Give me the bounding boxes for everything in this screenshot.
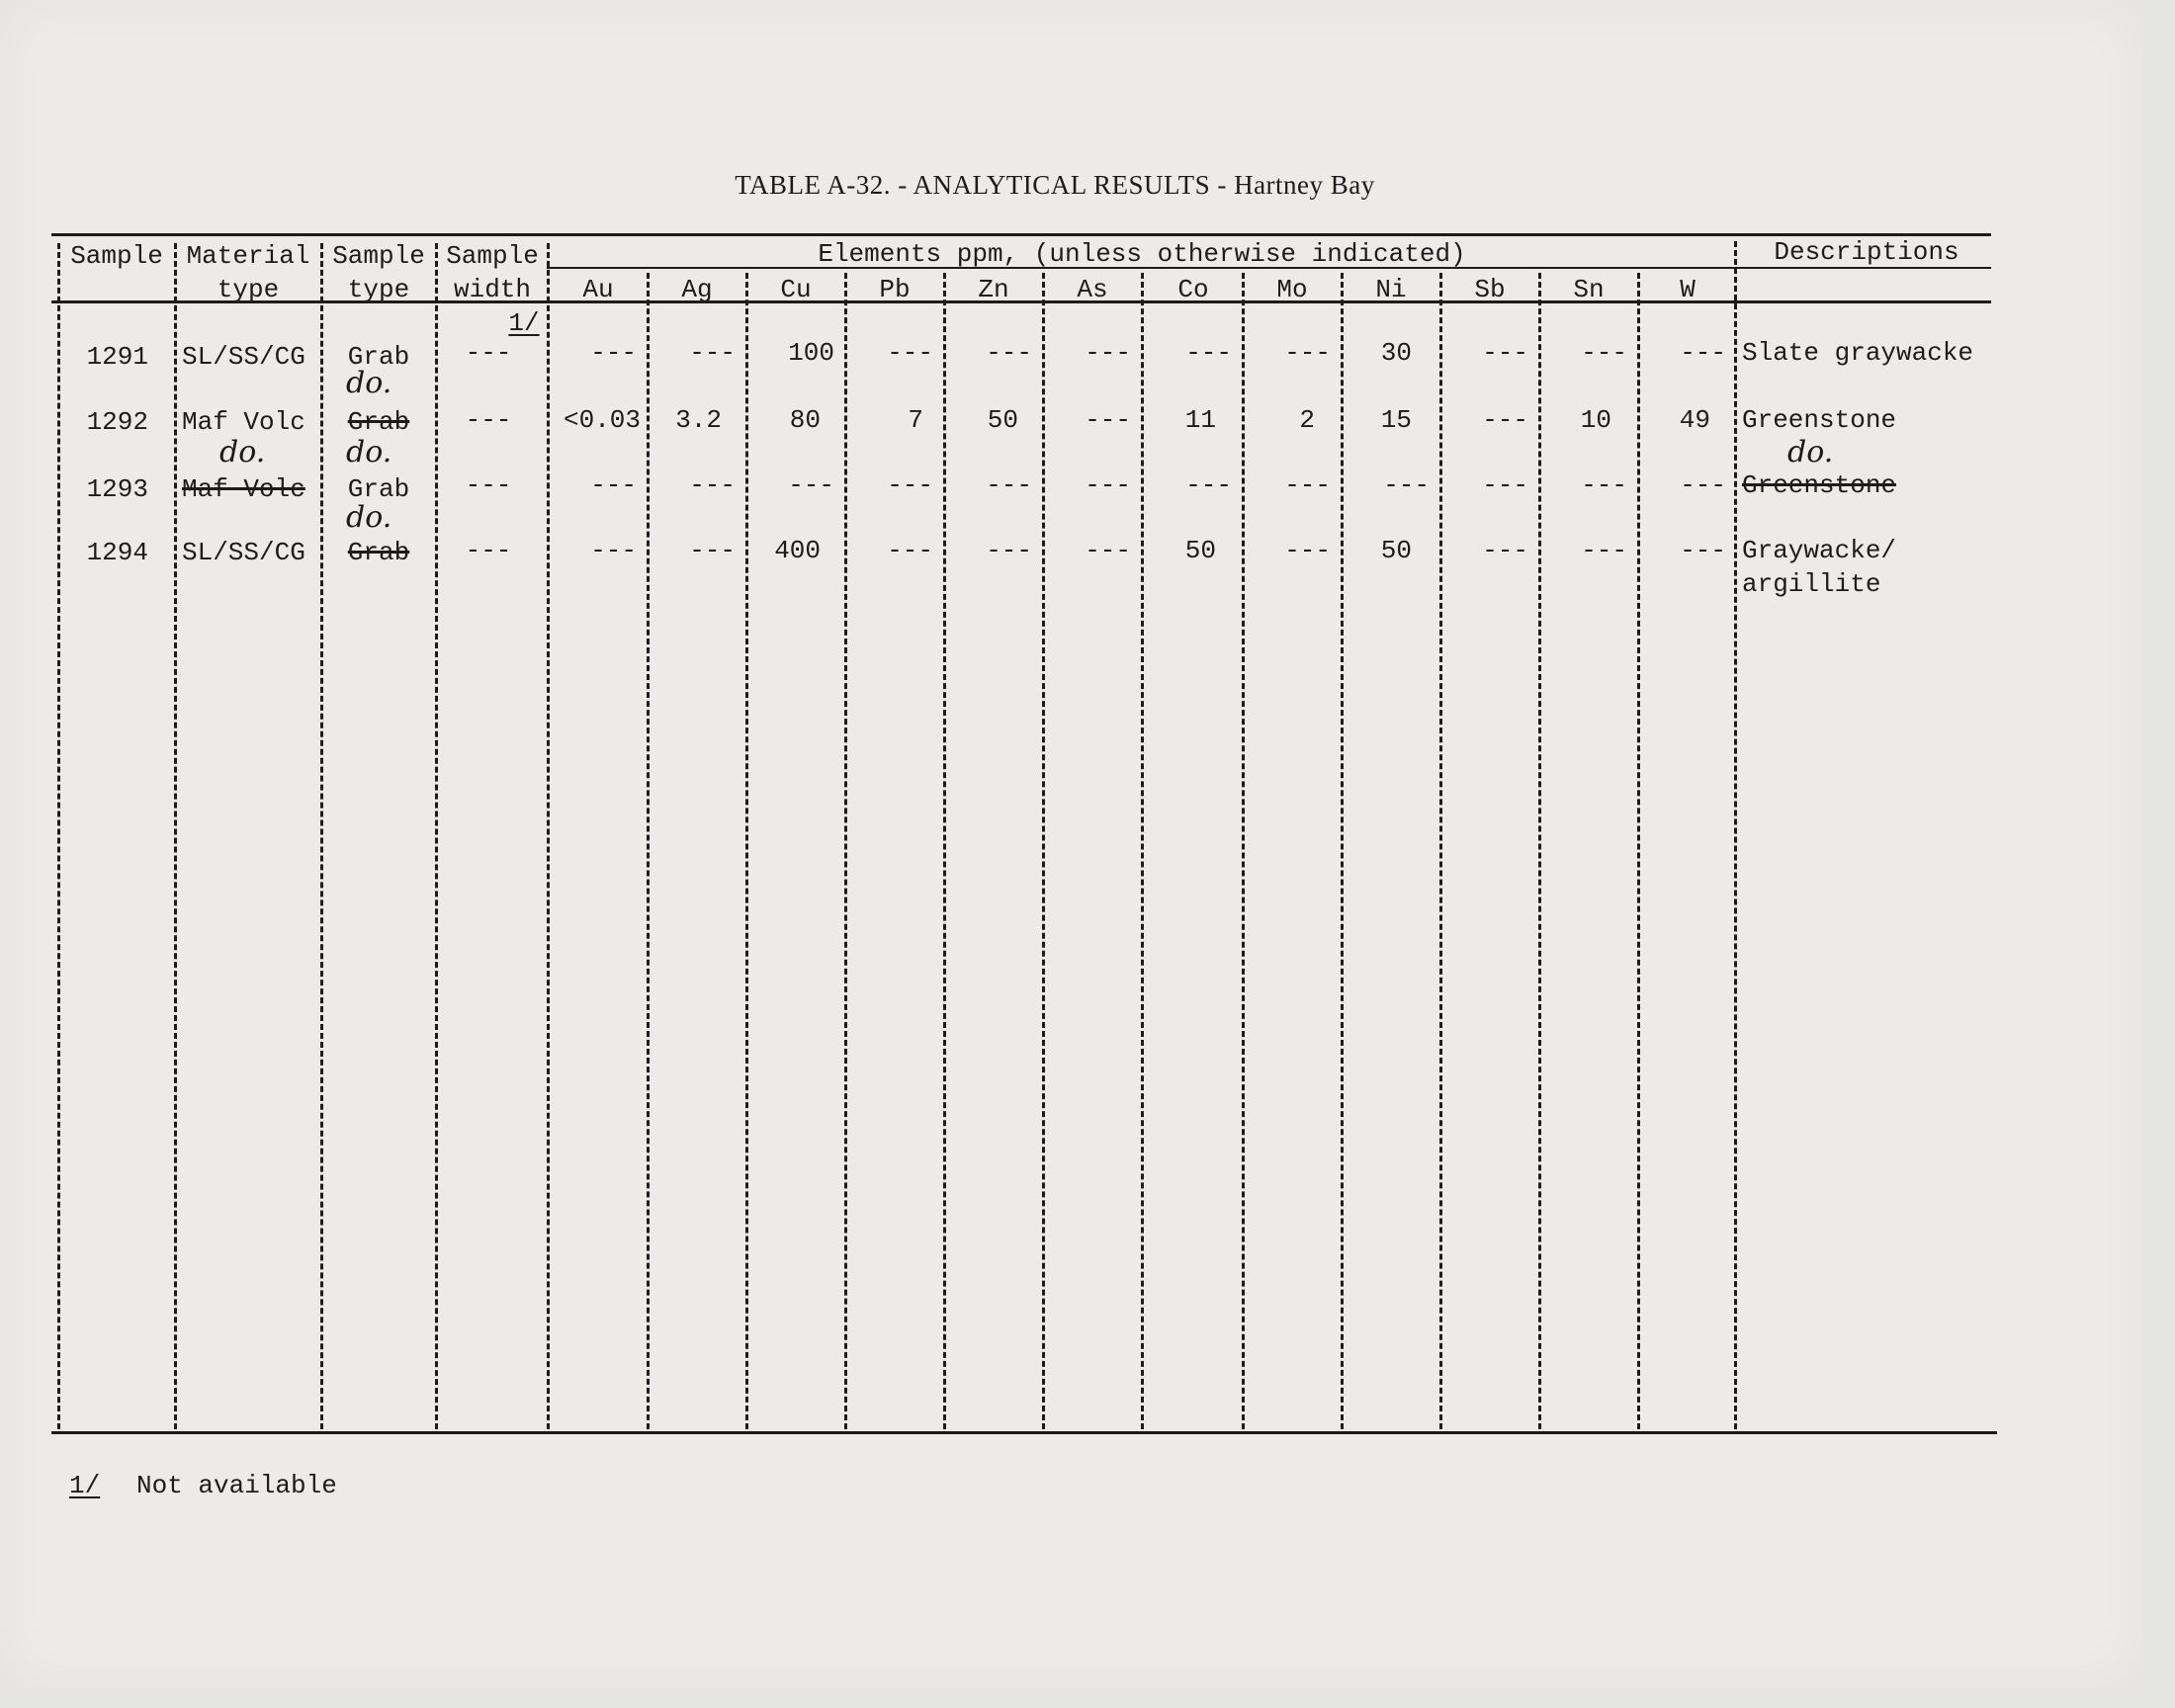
row-1293-cu: ---	[788, 470, 834, 500]
row-1294-material: SL/SS/CG	[182, 538, 305, 567]
row-1292-sample: 1292	[86, 407, 148, 437]
row-1293-ag: ---	[689, 470, 736, 500]
row-1294-ni: 50	[1380, 536, 1412, 565]
header-element-pb: Pb	[879, 275, 911, 304]
row-1294-ag: ---	[689, 536, 736, 565]
header-descriptions: Descriptions	[1774, 237, 1959, 267]
row-1291-co: ---	[1185, 338, 1232, 368]
row-1292-ni: 15	[1380, 405, 1412, 435]
row-1294-w: ---	[1680, 536, 1726, 565]
header-sample: Sample	[70, 241, 163, 271]
width-footnote-marker: 1/	[508, 308, 540, 338]
header-material-type: type	[217, 275, 280, 304]
col-divider-ag-cu	[745, 273, 748, 1429]
row-1292-sn: 10	[1580, 405, 1611, 435]
header-element-co: Co	[1177, 275, 1209, 304]
row-1293-sb: ---	[1482, 470, 1528, 500]
row-1293-w: ---	[1680, 470, 1726, 500]
row-1291-as: ---	[1085, 338, 1131, 368]
row-1291-w: ---	[1680, 338, 1726, 368]
row-1291-mo: ---	[1284, 338, 1331, 368]
row-1291-material: SL/SS/CG	[182, 342, 305, 372]
row-1293-sample: 1293	[86, 474, 148, 504]
ditto-annotation-1292-material: do.	[219, 435, 266, 470]
row-1294-width: ---	[465, 536, 512, 565]
ditto-annotation-1293-description: do.	[1787, 435, 1834, 470]
row-1292-pb: 7	[908, 405, 923, 435]
ditto-annotation-1291-type: do.	[346, 366, 392, 400]
row-1291-ni: 30	[1380, 338, 1412, 368]
table-bottom-rule	[51, 1431, 1997, 1434]
col-divider-0	[57, 243, 60, 1429]
row-1294-mo: ---	[1284, 536, 1331, 565]
header-element-sn: Sn	[1573, 275, 1605, 304]
row-1293-as: ---	[1085, 470, 1131, 500]
row-1294-zn: ---	[986, 536, 1032, 565]
header-elements: Elements ppm, (unless otherwise indicated)	[818, 239, 1466, 269]
col-divider-w-desc	[1734, 241, 1737, 1429]
row-1291-cu: 100	[788, 338, 834, 368]
row-1291-description: Slate graywacke	[1742, 338, 1974, 368]
row-1291-zn: ---	[986, 338, 1032, 368]
row-1292-zn: 50	[987, 405, 1018, 435]
row-1294-sn: ---	[1581, 536, 1627, 565]
row-1294-sample: 1294	[86, 538, 148, 567]
header-material: Material	[186, 241, 310, 271]
footnote-marker: 1/	[69, 1471, 101, 1500]
row-1291-sample-type: Grab	[347, 342, 410, 372]
header-sample-type-2: type	[347, 275, 410, 304]
row-1292-co: 11	[1184, 405, 1216, 435]
col-divider-as-co	[1141, 273, 1144, 1429]
col-divider-au-ag	[647, 273, 650, 1429]
header-element-sb: Sb	[1474, 275, 1506, 304]
row-1291-sn: ---	[1581, 338, 1627, 368]
row-1292-description: Greenstone	[1742, 405, 1897, 435]
col-divider-1	[174, 243, 177, 1429]
col-divider-zn-as	[1042, 273, 1045, 1429]
row-1293-sn: ---	[1581, 470, 1627, 500]
header-element-zn: Zn	[978, 275, 1009, 304]
row-1291-au: ---	[590, 338, 637, 368]
table-top-rule	[51, 233, 1991, 236]
row-1294-cu: 400	[774, 536, 821, 565]
row-1291-pb: ---	[887, 338, 933, 368]
header-element-as: As	[1077, 275, 1108, 304]
header-element-mo: Mo	[1276, 275, 1308, 304]
row-1291-width: ---	[465, 338, 512, 368]
row-1293-description: Greenstone	[1742, 470, 1897, 500]
row-1292-ag: 3.2	[675, 405, 722, 435]
row-1291-ag: ---	[689, 338, 736, 368]
ditto-annotation-1293-type: do.	[346, 500, 392, 535]
col-divider-sb-sn	[1538, 273, 1541, 1429]
row-1293-au: ---	[590, 470, 637, 500]
header-element-ni: Ni	[1375, 275, 1407, 304]
row-1292-as: ---	[1085, 405, 1131, 435]
row-1292-sample-type: Grab	[347, 407, 410, 437]
row-1293-zn: ---	[986, 470, 1032, 500]
col-divider-sn-w	[1637, 273, 1640, 1429]
row-1292-mo: 2	[1299, 405, 1315, 435]
col-divider-ni-sb	[1439, 273, 1442, 1429]
col-divider-pb-zn	[943, 273, 946, 1429]
header-element-cu: Cu	[780, 275, 812, 304]
row-1292-width: ---	[465, 405, 512, 435]
col-divider-co-mo	[1242, 273, 1245, 1429]
row-1294-au: ---	[590, 536, 637, 565]
row-1294-pb: ---	[887, 536, 933, 565]
row-1293-sample-type: Grab	[347, 474, 410, 504]
row-1294-as: ---	[1085, 536, 1131, 565]
header-element-ag: Ag	[681, 275, 713, 304]
header-element-au: Au	[582, 275, 614, 304]
header-sample-type: Sample	[332, 241, 425, 271]
row-1294-sample-type: Grab	[347, 538, 410, 567]
row-1293-co: ---	[1185, 470, 1232, 500]
row-1294-description-line2: argillite	[1742, 569, 1881, 599]
row-1293-mo: ---	[1284, 470, 1331, 500]
col-divider-mo-ni	[1341, 273, 1344, 1429]
header-sample-width-2: width	[453, 275, 531, 304]
row-1293-material: Maf Volc	[182, 474, 305, 504]
row-1292-material: Maf Volc	[182, 407, 305, 437]
row-1292-sb: ---	[1482, 405, 1528, 435]
row-1292-w: 49	[1679, 405, 1710, 435]
row-1292-au: <0.03	[563, 405, 641, 435]
ditto-annotation-1292-type: do.	[346, 435, 392, 470]
header-sample-width: Sample	[446, 241, 539, 271]
table-title: TABLE A-32. - ANALYTICAL RESULTS - Hartney Bay	[735, 170, 1375, 200]
row-1291-sample: 1291	[86, 342, 148, 372]
footnote-text: Not available	[136, 1471, 337, 1500]
row-1294-description: Graywacke/	[1742, 536, 1897, 565]
col-divider-2	[320, 243, 323, 1429]
header-element-w: W	[1680, 275, 1696, 304]
row-1293-width: ---	[465, 470, 512, 500]
row-1294-co: 50	[1184, 536, 1216, 565]
row-1294-sb: ---	[1482, 536, 1528, 565]
row-1292-cu: 80	[789, 405, 821, 435]
row-1293-pb: ---	[887, 470, 933, 500]
row-1291-sb: ---	[1482, 338, 1528, 368]
row-1293-ni: ---	[1383, 470, 1430, 500]
col-divider-3	[435, 243, 438, 1429]
col-divider-cu-pb	[844, 273, 847, 1429]
